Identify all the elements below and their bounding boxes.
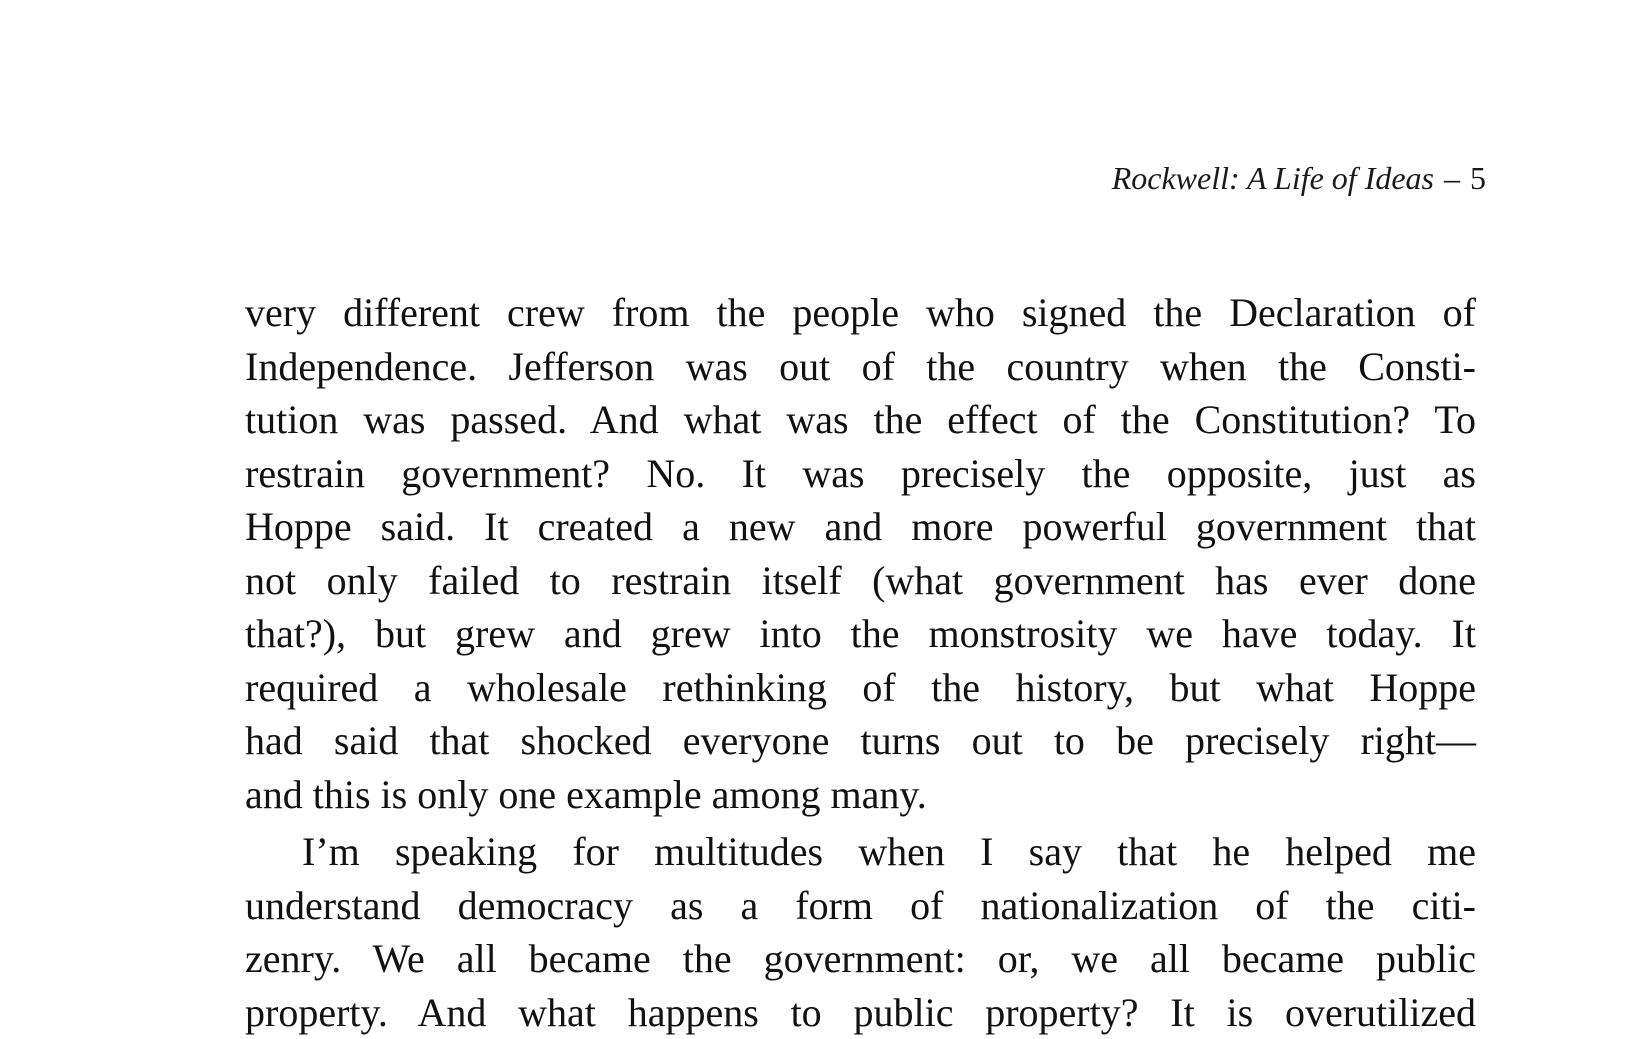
text-line: that?), but grew and grew into the monstrosity we have today. It bbox=[245, 607, 1476, 661]
page-number: 5 bbox=[1470, 160, 1486, 196]
text-line: had said that shocked everyone turns out to be precisely right— bbox=[245, 714, 1476, 768]
text-line: and this is only one example among many. bbox=[245, 768, 1476, 822]
text-line: very different crew from the people who signed the Declaration of bbox=[245, 286, 1476, 340]
text-line: I’m speaking for multitudes when I say that he helped me bbox=[245, 825, 1476, 879]
paragraph-1 bbox=[245, 286, 1476, 821]
text-line: Hoppe said. It created a new and more powerful government that bbox=[245, 500, 1476, 554]
text-line: not only failed to restrain itself (what government has ever done bbox=[245, 554, 1476, 608]
paragraph-2 bbox=[245, 825, 1476, 1039]
text-line: Independence. Jefferson was out of the country when the Consti- bbox=[245, 340, 1476, 394]
text-line: property. And what happens to public property? It is overutilized bbox=[245, 986, 1476, 1039]
text-line: tution was passed. And what was the effect of the Constitution? To bbox=[245, 393, 1476, 447]
book-title: Rockwell: A Life of Ideas bbox=[1112, 160, 1434, 196]
body-text bbox=[245, 286, 1476, 1039]
running-header bbox=[1112, 158, 1486, 198]
text-line: restrain government? No. It was precisely the opposite, just as bbox=[245, 447, 1476, 501]
text-line: required a wholesale rethinking of the history, but what Hoppe bbox=[245, 661, 1476, 715]
header-separator: – bbox=[1434, 160, 1470, 196]
text-line: understand democracy as a form of nationalization of the citi- bbox=[245, 879, 1476, 933]
text-line: zenry. We all became the government: or, we all became public bbox=[245, 932, 1476, 986]
